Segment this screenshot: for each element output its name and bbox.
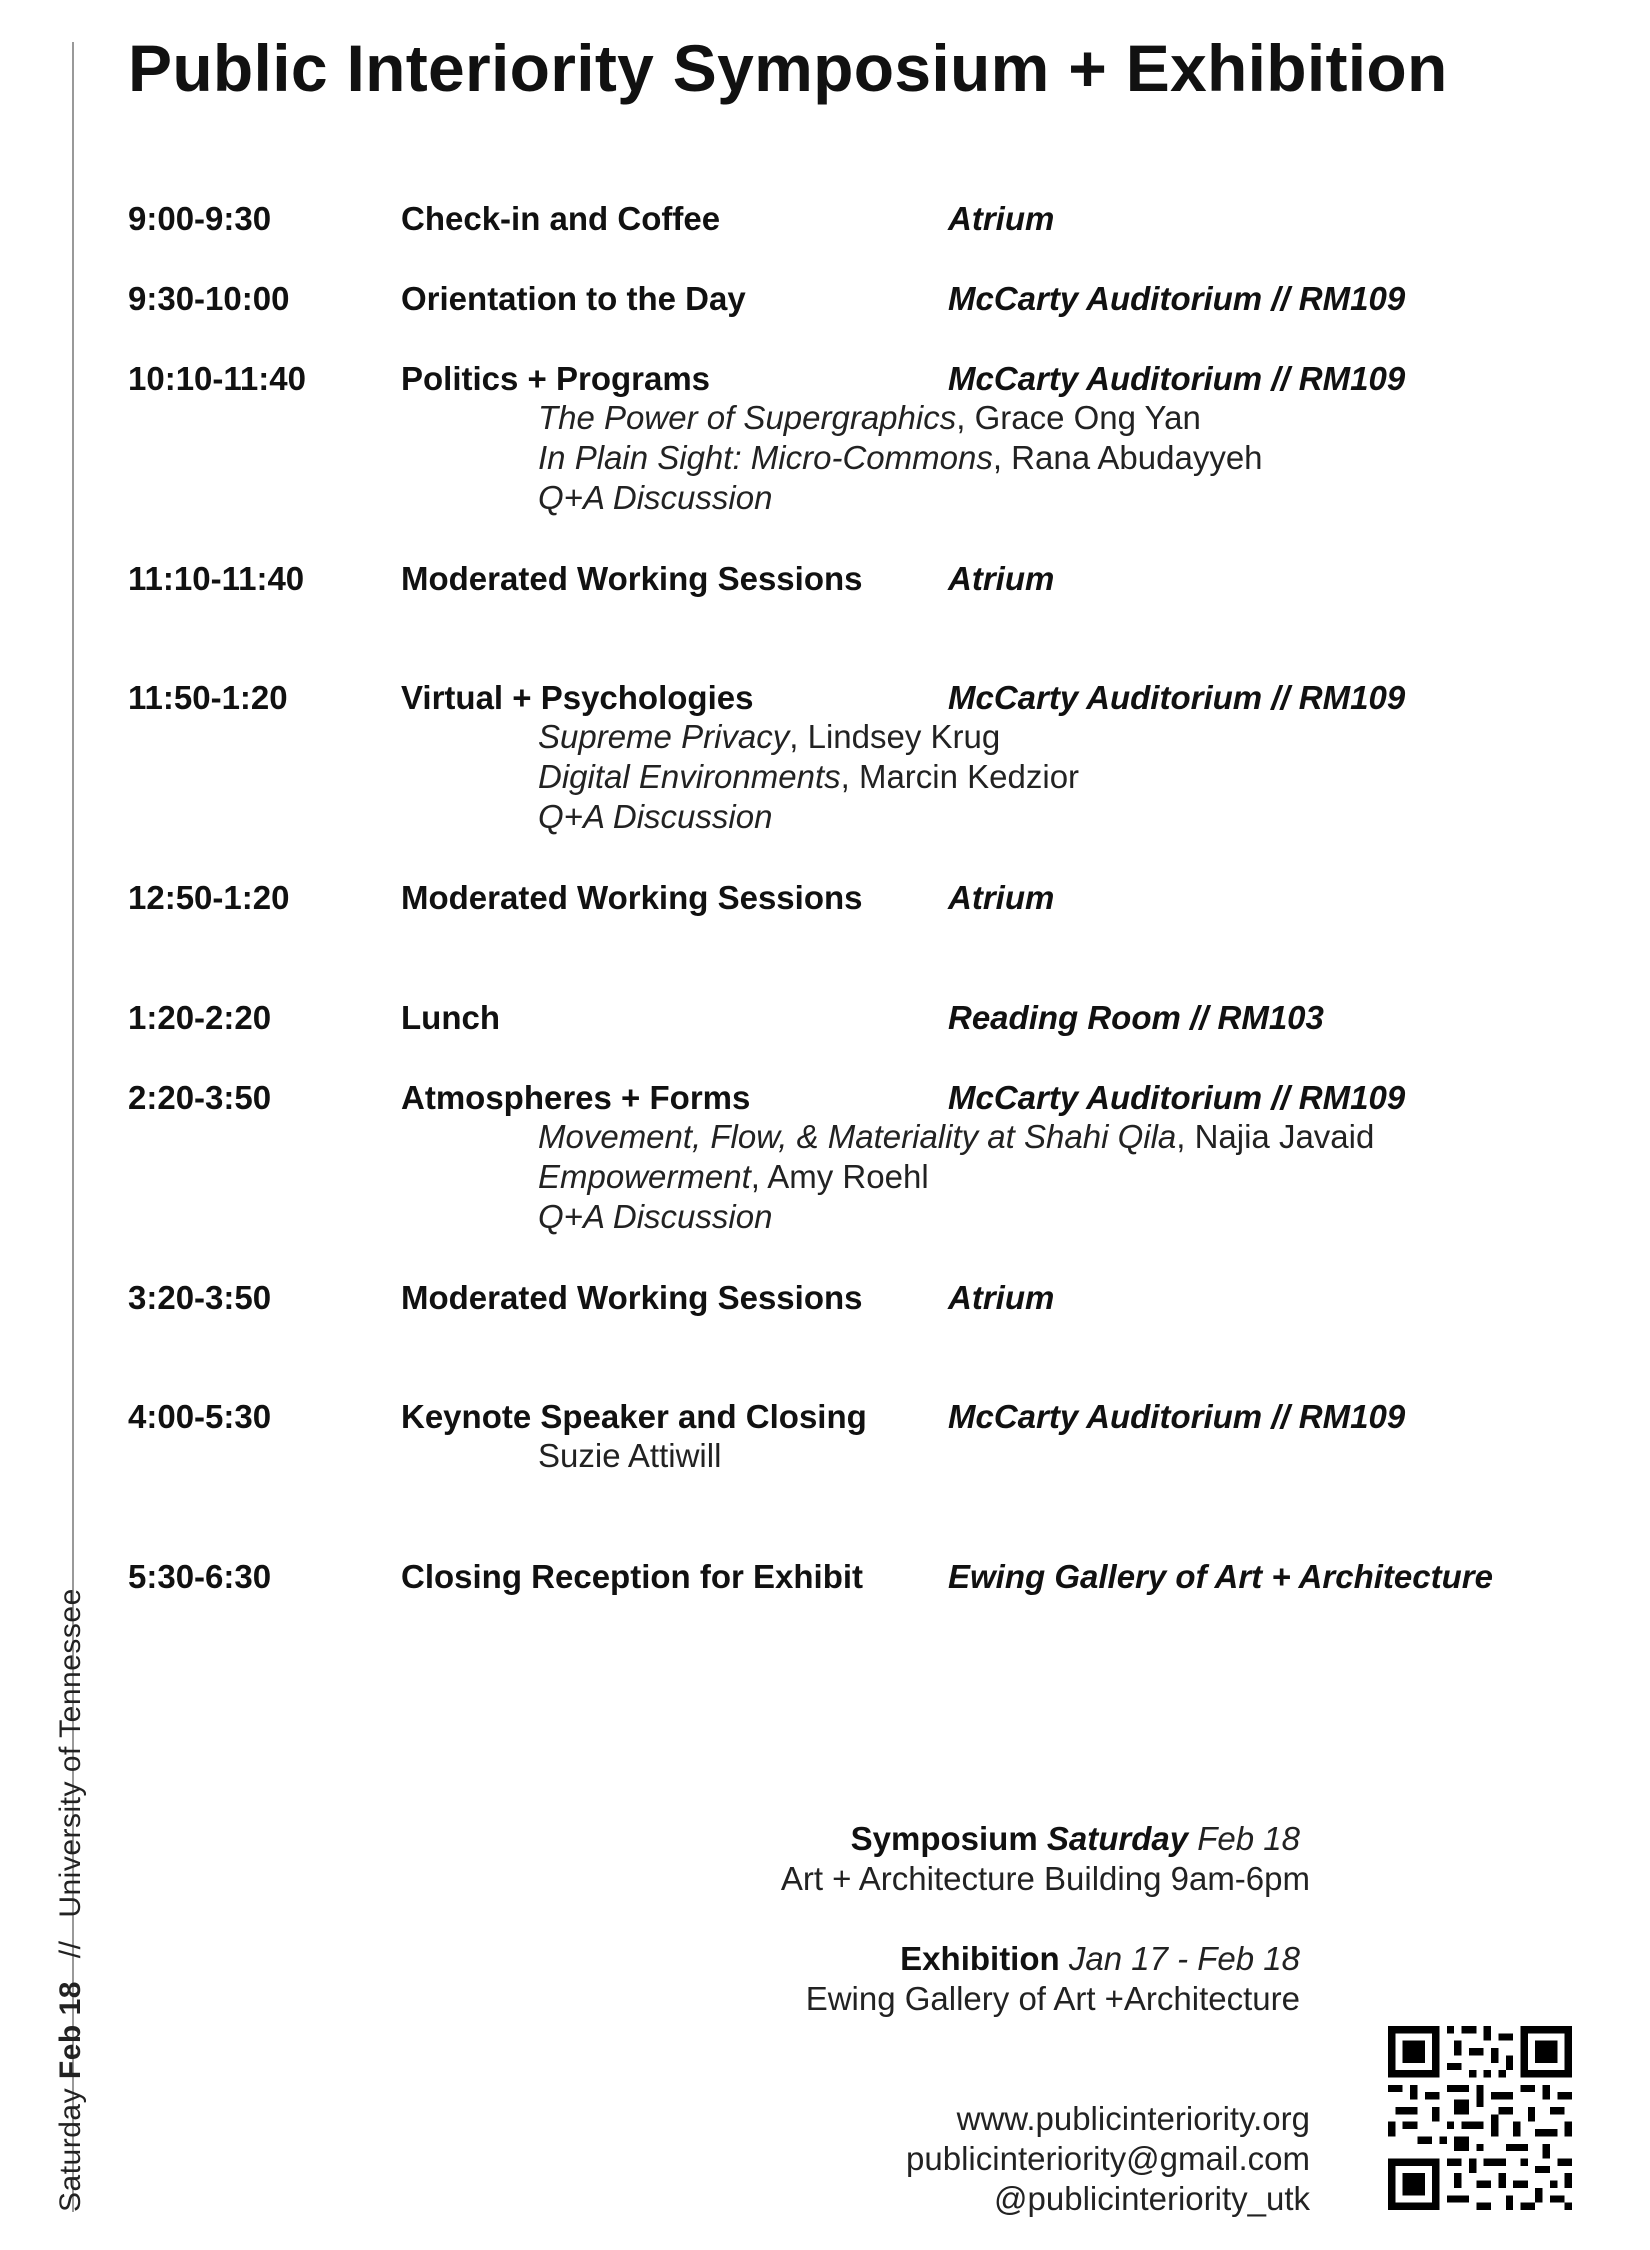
session-location: Atrium (948, 879, 1055, 916)
talk-title: Movement, Flow, & Materiality at Shahi Qila (538, 1118, 1177, 1155)
session-title: Moderated Working Sessions (401, 879, 863, 916)
session-location: McCarty Auditorium // RM109 (948, 280, 1406, 317)
schedule-row (128, 997, 1588, 1039)
talk-speaker: , Grace Ong Yan (956, 399, 1201, 436)
session-time: 3:20-3:50 (128, 1279, 272, 1316)
session-location: Ewing Gallery of Art + Architecture (948, 1558, 1493, 1595)
session-title: Moderated Working Sessions (401, 560, 863, 597)
talk-speaker: , Marcin Kedzior (840, 758, 1080, 795)
session-location: McCarty Auditorium // RM109 (948, 1079, 1406, 1116)
sidebar-day: Saturday (54, 2087, 87, 2212)
page-title: Public Interiority Symposium + Exhibition (128, 31, 1448, 105)
session-time: 11:10-11:40 (128, 560, 305, 597)
session-time: 9:30-10:00 (128, 280, 290, 317)
symposium-venue: Art + Architecture Building 9am-6pm (780, 1860, 1310, 1897)
session-title: Keynote Speaker and Closing (401, 1398, 867, 1435)
session-time: 10:10-11:40 (128, 360, 306, 397)
talk-line (538, 1436, 721, 1476)
session-location: Reading Room // RM103 (948, 999, 1324, 1036)
email-link[interactable]: publicinteriority@gmail.com (906, 2140, 1310, 2177)
session-location: McCarty Auditorium // RM109 (948, 679, 1406, 716)
talk-line (538, 1197, 772, 1237)
talk-speaker: , Najia Javaid (1176, 1118, 1375, 1155)
talk-speaker: , Rana Abudayyeh (992, 439, 1263, 476)
talk-line (538, 1117, 1374, 1157)
qr-code-icon[interactable] (1388, 2026, 1572, 2210)
session-title: Moderated Working Sessions (401, 1279, 863, 1316)
exhibition-venue: Ewing Gallery of Art +Architecture (805, 1980, 1300, 2017)
talk-title: The Power of Supergraphics (538, 399, 957, 436)
sidebar-separator: // (54, 1940, 87, 1959)
social-handle-link[interactable]: @publicinteriority_utk (994, 2180, 1310, 2217)
exhibition-heading (900, 1938, 1300, 1980)
talk-title: Empowerment (538, 1158, 751, 1195)
session-time: 2:20-3:50 (128, 1079, 272, 1116)
exhibition-dates: Jan 17 - Feb 18 (1068, 1940, 1300, 1977)
schedule-row (128, 1396, 1588, 1438)
schedule-row (128, 1077, 1588, 1119)
talk-title: Q+A Discussion (538, 1198, 773, 1235)
session-title: Check-in and Coffee (401, 200, 721, 237)
session-location: McCarty Auditorium // RM109 (948, 1398, 1406, 1435)
session-location: Atrium (948, 560, 1055, 597)
symposium-day: Saturday (1046, 1820, 1189, 1857)
session-time: 12:50-1:20 (128, 879, 290, 916)
session-title: Virtual + Psychologies (401, 679, 754, 716)
talk-line (538, 797, 772, 837)
schedule-row (128, 677, 1588, 719)
talk-line (538, 1157, 929, 1197)
session-title: Lunch (401, 999, 500, 1036)
talk-speaker: , Lindsey Krug (789, 718, 1001, 755)
sidebar-date: Feb 18 (54, 1981, 87, 2080)
schedule-row (128, 558, 1588, 600)
session-time: 11:50-1:20 (128, 679, 288, 716)
talk-title: Digital Environments (538, 758, 841, 795)
session-location: Atrium (948, 200, 1055, 237)
schedule-row (128, 1277, 1588, 1319)
schedule-row (128, 278, 1588, 320)
talk-line (538, 757, 1079, 797)
session-title: Politics + Programs (401, 360, 711, 397)
schedule-row (128, 198, 1588, 240)
talk-title: Q+A Discussion (538, 479, 773, 516)
session-location: McCarty Auditorium // RM109 (948, 360, 1406, 397)
session-title: Closing Reception for Exhibit (401, 1558, 864, 1595)
symposium-date: Feb 18 (1197, 1820, 1300, 1857)
talk-line (538, 478, 772, 518)
website-link[interactable]: www.publicinteriority.org (956, 2100, 1310, 2137)
talk-title: In Plain Sight: Micro-Commons (538, 439, 993, 476)
exhibition-label: Exhibition (900, 1940, 1060, 1977)
talk-title: Q+A Discussion (538, 798, 773, 835)
session-time: 5:30-6:30 (128, 1558, 272, 1595)
schedule-row (128, 877, 1588, 919)
talk-line (538, 398, 1201, 438)
session-title: Atmospheres + Forms (401, 1079, 751, 1116)
talk-title: Supreme Privacy (538, 718, 790, 755)
talk-speaker: , Amy Roehl (750, 1158, 929, 1195)
schedule-row (128, 358, 1588, 400)
symposium-label: Symposium (850, 1820, 1038, 1857)
schedule-row (128, 1556, 1588, 1598)
talk-line (538, 717, 1000, 757)
symposium-heading (851, 1818, 1300, 1860)
sidebar-institution: University of Tennessee (54, 1588, 87, 1918)
session-title: Orientation to the Day (401, 280, 746, 317)
session-location: Atrium (948, 1279, 1055, 1316)
keynote-speaker: Suzie Attiwill (538, 1437, 722, 1474)
session-time: 4:00-5:30 (128, 1398, 272, 1435)
talk-line (538, 438, 1263, 478)
session-time: 9:00-9:30 (128, 200, 272, 237)
vertical-sidebar-text (54, 1588, 88, 2212)
session-time: 1:20-2:20 (128, 999, 272, 1036)
